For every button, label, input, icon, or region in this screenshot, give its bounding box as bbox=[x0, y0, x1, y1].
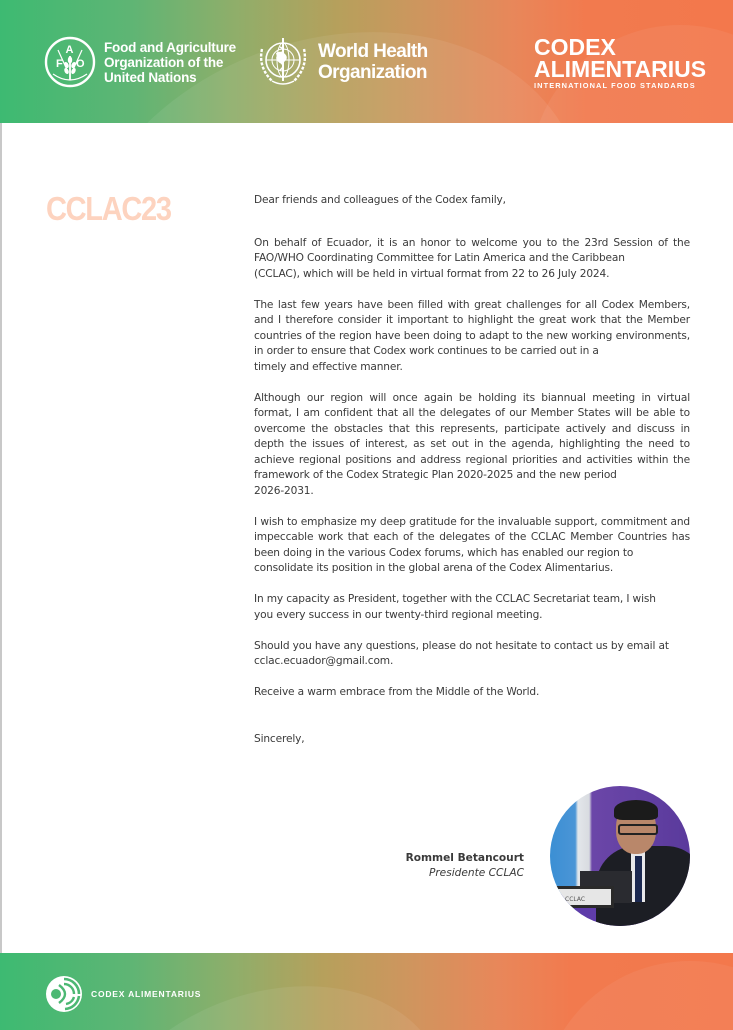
conference-code-title: CCLAC23 bbox=[46, 190, 171, 227]
letter-paragraph bbox=[254, 391, 690, 500]
paragraph-last-line: consolidate its position in the global arena of the Codex Alimentarius. bbox=[254, 562, 614, 574]
paragraph-last-line: (CCLAC), which will be held in virtual format from 22 to 26 July 2024. bbox=[254, 267, 610, 280]
paragraph-last-line: 2026-2031. bbox=[254, 484, 314, 497]
letter-paragraph bbox=[254, 685, 690, 701]
who-name-line: Organization bbox=[318, 62, 427, 83]
contact-email-link[interactable]: cclac.ecuador@gmail.com. bbox=[254, 655, 394, 667]
paragraph-last-line: timely and effective manner. bbox=[254, 360, 403, 373]
footer-codex-logo bbox=[45, 975, 201, 1013]
svg-text:O: O bbox=[76, 58, 85, 70]
paragraph-text: I wish to emphasize my deep gratitude for the invaluable support, commitment and impeccable work that each of the delegates of the CCLAC Member Countries has been doing in the various Codex forums, which has enabled our region to bbox=[254, 515, 690, 559]
who-logo bbox=[254, 35, 428, 89]
footer-codex-label: CODEX ALIMENTARIUS bbox=[91, 989, 202, 999]
fao-name-line: United Nations bbox=[104, 69, 197, 85]
signatory-name: Rommel Betancourt bbox=[405, 852, 524, 864]
letter-paragraph bbox=[254, 515, 690, 577]
signatory-role: Presidente CCLAC bbox=[428, 867, 524, 879]
codex-emblem-icon bbox=[45, 975, 83, 1013]
decorative-swoosh bbox=[540, 961, 733, 1030]
codex-alimentarius-logo bbox=[534, 36, 706, 90]
svg-text:A: A bbox=[65, 44, 74, 56]
letter-paragraph-contact bbox=[254, 639, 690, 670]
photo-hair bbox=[614, 800, 658, 820]
photo-nameplate: CCLAC bbox=[554, 886, 614, 908]
codex-logo-line1: CODEX bbox=[534, 34, 616, 60]
signature-block bbox=[406, 851, 524, 881]
fao-name-line: Food and Agriculture bbox=[104, 39, 236, 55]
letterhead-banner bbox=[0, 0, 733, 123]
letter-paragraph bbox=[254, 236, 690, 283]
who-name-line: World Health bbox=[318, 41, 428, 62]
paragraph-text: Should you have any questions, please do not hesitate to contact us by email at bbox=[254, 639, 669, 652]
page-left-border bbox=[0, 123, 2, 953]
closing: Sincerely, bbox=[254, 732, 305, 745]
fao-name-line: Organization of the bbox=[104, 54, 224, 70]
who-name bbox=[318, 41, 428, 83]
codex-logo-line2: ALIMENTARIUS bbox=[534, 56, 707, 82]
photo-glasses bbox=[618, 824, 658, 835]
photo-tie bbox=[635, 856, 642, 902]
paragraph-text: Although our region will once again be holding its biannual meeting in virtual format, I am confident that all the delegates of our Member States will be able to overcome the obstacles that this represents, participate actively and discuss in depth the issues of interest, as set out in the agenda, highlighting the need to achieve regional positions and address regional priorities and activities within the framework of the Codex Strategic Plan 2020-2025 and the new period bbox=[254, 391, 690, 481]
paragraph-text: On behalf of Ecuador, it is an honor to welcome you to the 23rd Session of the FAO/WHO Coordinating Committee for Latin America and the Caribbean bbox=[254, 236, 690, 264]
svg-text:F: F bbox=[56, 58, 63, 70]
letter-paragraph bbox=[254, 298, 690, 376]
fao-logo bbox=[44, 36, 236, 88]
salutation: Dear friends and colleagues of the Codex family, bbox=[254, 194, 506, 206]
paragraph-last-line: Receive a warm embrace from the Middle of the World. bbox=[254, 686, 540, 698]
codex-tagline: INTERNATIONAL FOOD STANDARDS bbox=[534, 81, 696, 90]
letter-body bbox=[254, 193, 690, 747]
letter-paragraph bbox=[254, 592, 690, 623]
fao-name bbox=[104, 40, 236, 85]
footer-banner bbox=[0, 953, 733, 1030]
paragraph-text: In my capacity as President, together with the CCLAC Secretariat team, I wish bbox=[254, 593, 656, 605]
paragraph-last-line: you every success in our twenty-third regional meeting. bbox=[254, 608, 543, 621]
fao-emblem-icon bbox=[44, 36, 96, 88]
paragraph-text: The last few years have been filled with great challenges for all Codex Members, and I therefore consider it important to highlight the great work that the Member countries of the region have been doing to adapt to the new working environments, in order to ensure that Codex work continues to be carried out in a bbox=[254, 298, 690, 357]
signatory-photo bbox=[550, 786, 690, 926]
who-emblem-icon bbox=[254, 35, 312, 89]
